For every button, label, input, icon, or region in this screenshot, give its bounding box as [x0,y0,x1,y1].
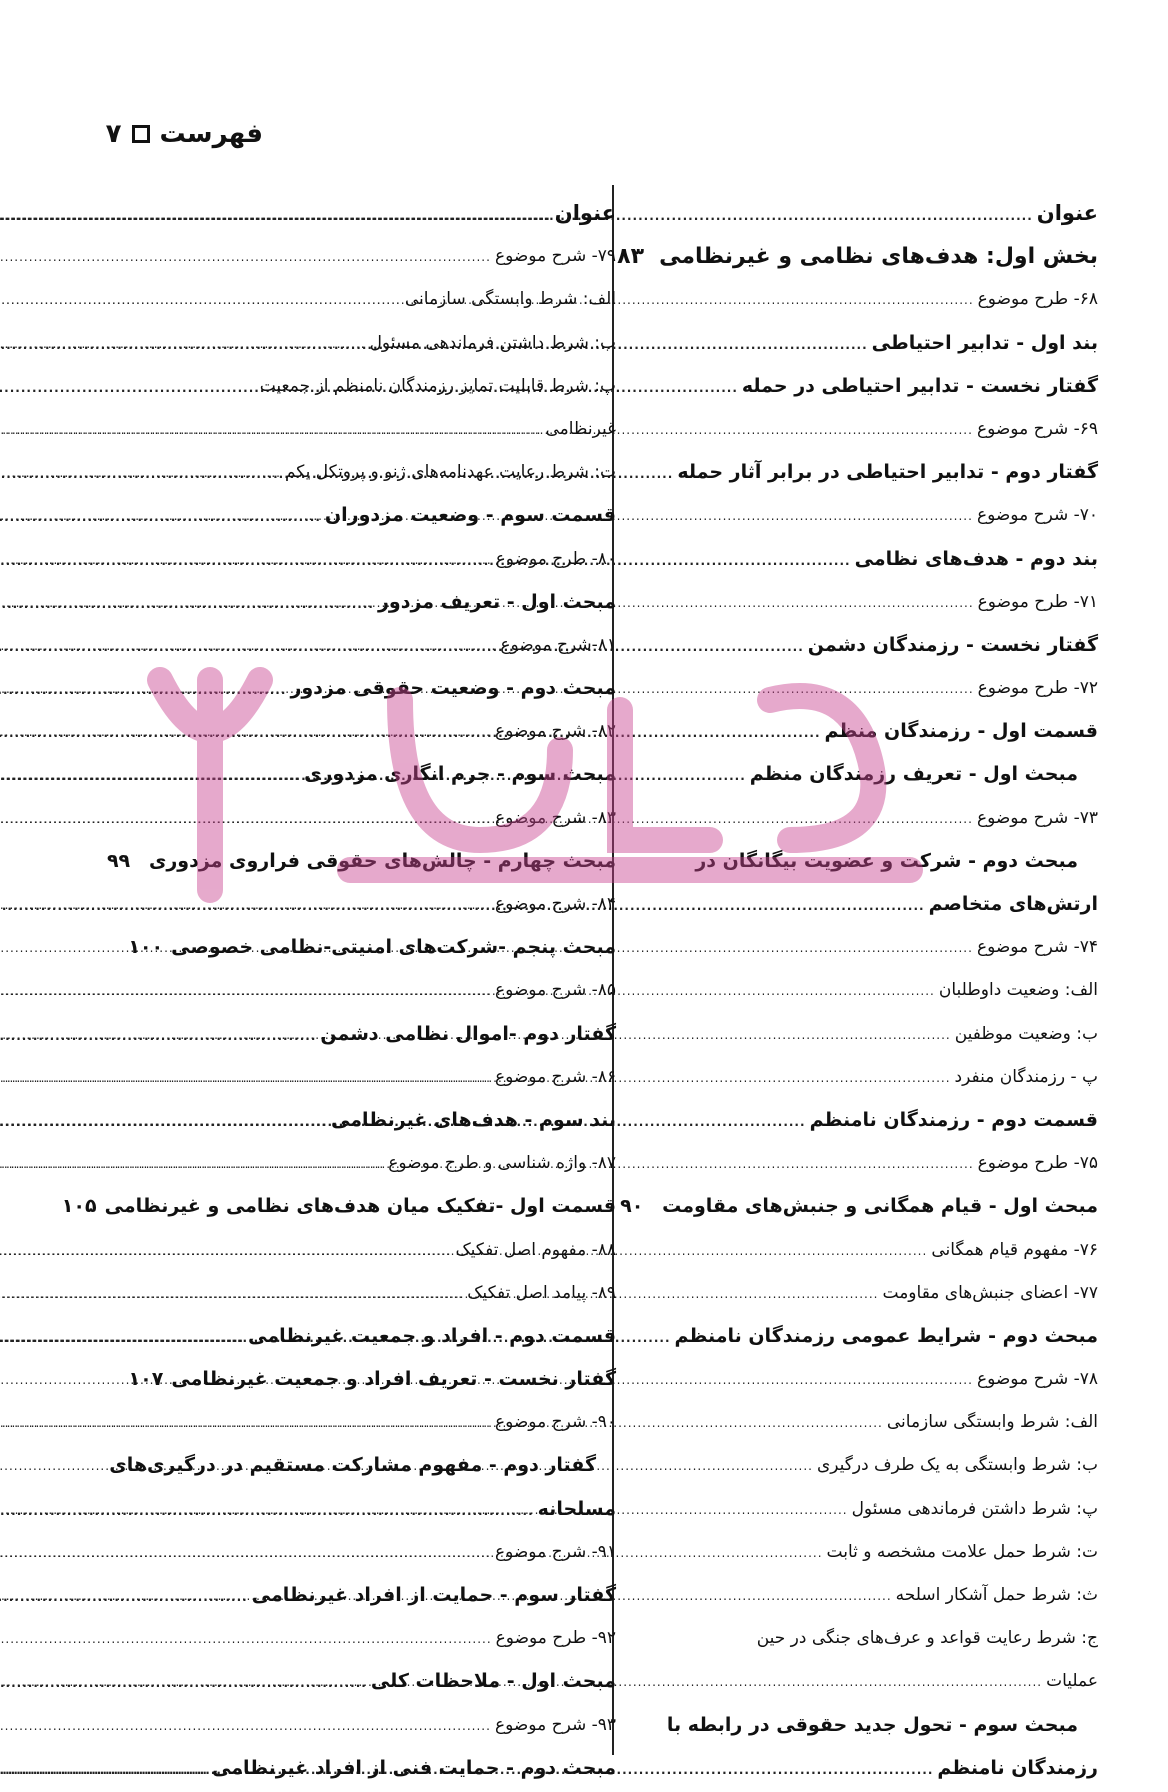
dot-leader [0,1532,491,1575]
toc-entry [628,667,1098,710]
toc-entry [628,1617,1098,1660]
toc-entry-label: مسلحانه [537,1497,616,1520]
toc-entry-label: ب: شرط داشتن فرماندهی مسئول [369,332,616,353]
dot-leader [0,1618,492,1661]
toc-entry-label: مبحث اول - ملاحظات کلی [370,1670,616,1693]
toc-entry-label: ۸۱-شرح موضوع [500,634,616,655]
dot-leader [0,279,401,322]
toc-entry-label: رزمندگان نامنظم [937,1756,1098,1779]
toc-entry [146,753,616,796]
toc-entry [628,1229,1098,1272]
toc-entry-label: ب: وضعیت موظفین [954,1023,1098,1044]
dot-leader [0,1143,384,1186]
dot-leader [0,452,281,495]
toc-entry [628,969,1098,1012]
toc-entry-label: مبحث دوم - حمایت فنی از افراد غیرنظامی [211,1756,616,1779]
toc-entry-label: ۷۸- شرح موضوع [976,1369,1098,1390]
dot-leader [0,1230,451,1273]
toc-entry [61,1185,616,1228]
toc-entry [146,1401,616,1444]
toc-entry-label: مبحث چهارم - چالش‌های حقوقی فراروی مزدوری [148,849,616,872]
toc-entry-label: ب: شرط وابستگی به یک طرف درگیری [816,1455,1098,1476]
toc-entry [109,1444,616,1487]
toc-page-number: ۱۰۰ [128,936,164,959]
toc-entry-label: عملیات [1046,1671,1098,1692]
toc-entry-label: مبحث سوم - تحول جدید حقوقی در رابطه با [666,1713,1078,1736]
toc-entry-label: ۷۷- اعضای جنبش‌های مقاومت [882,1282,1098,1303]
toc-entry [628,1315,1098,1358]
dot-leader [0,539,492,582]
toc-entry-label: ۷۲- طرح موضوع [977,678,1098,699]
toc-entry [628,797,1098,840]
toc-entry [146,278,616,321]
toc-entry [146,1704,616,1747]
toc-entry-label: ت: شرط حمل علامت مشخصه و ثابت [826,1541,1098,1562]
toc-entry-label: گفتار دوم - مفهوم مشارکت مستقیم در درگیری‌های [109,1454,596,1477]
dot-leader [0,1576,248,1619]
dot-leader [0,970,491,1013]
toc-entry-label: ۸۲- شرح موضوع [494,721,616,742]
toc-entry-label: ۸۸- مفهوم اصل تفکیک [455,1239,616,1260]
toc-entry-label: ۸۳- شرح موضوع [494,807,616,828]
toc-entry [628,1272,1098,1315]
toc-entry [628,322,1098,365]
toc-entry [146,408,616,451]
toc-entry-label: قسمت دوم - افراد و جمعیت غیرنظامی [248,1324,616,1347]
toc-entry-label: مبحث اول - قیام همگانی و جنبش‌های مقاومت [662,1195,1098,1218]
dot-leader [0,583,374,626]
toc-entry [628,365,1098,408]
toc-entry-label: بند دوم - هدف‌های نظامی [854,547,1098,570]
dot-leader [0,323,366,366]
header-title: فهرست [159,119,263,149]
toc-entry-label: مبحث اول - تعریف رزمندگان منظم [749,763,1078,786]
toc-entry [128,1358,616,1401]
toc-entry [628,840,1098,883]
toc-entry [628,710,1098,753]
toc-entry [146,322,616,365]
toc-entry-label: گفتار سوم - حمایت از افراد غیرنظامی [251,1584,616,1606]
dot-leader [0,1057,491,1100]
toc-page-number: ۸۳ [617,244,645,270]
toc-entry [106,840,616,883]
dot-leader [0,1705,491,1748]
toc-entry-label: ث: شرط حمل آشکار اسلحه [895,1585,1098,1605]
toc-entry [146,1488,616,1531]
toc-entry [628,278,1098,321]
toc-entry [628,538,1098,581]
square-icon [132,125,150,143]
toc-page-number: ۱۰۵ [61,1195,97,1218]
dot-leader [0,1749,208,1792]
toc-entry-label: گفتار نخست - تدابیر احتیاطی در حمله [741,374,1098,397]
toc-column-left [61,192,616,1790]
toc-entry-label: قسمت دوم - رزمندگان نامنظم [809,1108,1098,1131]
dot-leader [0,409,541,452]
toc-entry [628,883,1098,926]
toc-entry-label: ۸۵- شرح موضوع [494,980,616,1001]
dot-leader [0,625,496,668]
toc-entry-label: ۷۳- شرح موضوع [976,807,1098,828]
toc-entry [146,1531,616,1574]
toc-entry [628,1704,1098,1747]
toc-entry-label: ۸۶- شرح موضوع [494,1066,616,1087]
toc-entry [146,1099,616,1142]
toc-entry [628,1444,1098,1487]
toc-entry [146,538,616,581]
toc-entry [628,1142,1098,1185]
toc-entry-label: ۶۸- طرح موضوع [977,289,1098,310]
toc-entry [146,494,616,537]
toc-entry-label: ۸۰- طرح موضوع [495,548,616,569]
dot-leader [0,236,491,279]
toc-entry-label: الف: شرط وابستگی سازمانی [886,1412,1098,1433]
toc-entry-label: مبحث سوم - جرم انگاری مزدوری [304,763,616,786]
toc-entry [146,1056,616,1099]
toc-entry-label: الف: وضعیت داوطلبان [938,980,1098,1001]
toc-entry [146,235,616,278]
toc-entry-label: ۹۰- شرح موضوع [494,1412,616,1433]
toc-title-label: عنوان [554,201,616,225]
toc-entry [620,1185,1098,1228]
toc-entry-label: گفتار دوم -اموال نظامی دشمن [320,1022,616,1045]
toc-entry-label: ۹۱- شرح موضوع [494,1541,616,1562]
dot-leader [0,1101,327,1144]
toc-entry-label: ۷۰- شرح موضوع [976,505,1098,526]
toc-entry [146,1013,616,1056]
header-page-number: ۷ [105,119,122,149]
toc-entry-label: گفتار نخست - رزمندگان دشمن [807,633,1098,656]
toc-page-number: ۱۰۷ [128,1368,164,1391]
toc-entry-label: ۷۶- مفهوم قیام همگانی [931,1239,1098,1260]
toc-entry-label: بند اول - تدابیر احتیاطی [871,331,1098,354]
toc-entry-label: ۸۹- پیامد اصل تفکیک [467,1282,616,1303]
toc-entry-label: پ: شرط قابلیت تمایز رزمندگان نامنظم از جمعیت [259,375,616,396]
toc-entry-label: ۶۹- شرح موضوع [976,418,1098,439]
toc-entry-label: پ: شرط داشتن فرماندهی مسئول [851,1498,1098,1519]
toc-entry-label: پ - رزمندگان منفرد [954,1066,1098,1087]
toc-entry-label: بند سوم - هدف‌های غیرنظامی [331,1108,616,1131]
toc-entry-label: مبحث اول - تعریف مزدور [377,590,616,613]
toc-header-row [146,192,616,235]
toc-entry [146,451,616,494]
toc-entry-label: مبحث پنجم -شرکت‌های امنیتی-نظامی خصوصی [171,936,616,959]
dot-leader [0,669,286,712]
toc-entry [628,624,1098,667]
toc-entry [146,667,616,710]
toc-entry-label: مبحث دوم - شرایط عمومی رزمندگان نامنظم [674,1324,1098,1347]
toc-title-label: عنوان [1036,201,1098,225]
toc-entry-label: قسمت اول -تفکیک میان هدف‌های نظامی و غیرنظامی [104,1195,616,1218]
toc-page-number: ۹۹ [106,849,131,872]
toc-entry-label: ۹۳- شرح موضوع [494,1714,616,1735]
toc-entry [628,753,1098,796]
toc-entry [146,1574,616,1617]
toc-entry [146,1272,616,1315]
toc-entry-label: ۸۴- شرح موضوع [494,894,616,914]
toc-entry [628,1099,1098,1142]
toc-entry [628,1358,1098,1401]
dot-leader [0,1662,367,1705]
toc-entry [628,926,1098,969]
toc-entry-label: ۷۴- شرح موضوع [976,937,1098,958]
dot-leader [0,1490,534,1533]
toc-entry-label: گفتار نخست - تعریف افراد و جمعیت غیرنظامی [171,1368,616,1391]
page-header [106,114,263,154]
toc-page-number: ۹۰ [620,1195,644,1218]
toc-entry [628,1013,1098,1056]
toc-entry-label: الف: شرط وابستگی سازمانی [404,289,616,310]
toc-entry-label: قسمت سوم - وضعیت مزدوران [324,504,616,527]
toc-entry [146,1617,616,1660]
toc-entry [628,1531,1098,1574]
dot-leader [0,1273,463,1316]
toc-entry [146,581,616,624]
toc-entry [628,1660,1098,1703]
dot-leader [0,1317,244,1360]
toc-entry [146,1660,616,1703]
toc-entry [628,1747,1098,1790]
toc-column-right [617,192,1098,1790]
toc-entry [146,1315,616,1358]
dot-leader [0,496,321,539]
toc-entry [628,494,1098,537]
toc-entry [628,581,1098,624]
toc-entry [128,926,616,969]
toc-entry [146,1229,616,1272]
toc-entry [146,365,616,408]
toc-entry-label: غیرنظامی [545,418,616,439]
toc-entry-label: ۷۵- طرح موضوع [977,1153,1098,1174]
toc-entry [628,1574,1098,1617]
toc-entry [146,797,616,840]
toc-entry-label: گفتار دوم - تدابیر احتیاطی در برابر آثار حمله [677,461,1098,484]
toc-entry [628,1056,1098,1099]
toc-entry-label: ۸۷- واژه شناسی و طرح موضوع [388,1153,616,1174]
toc-entry [628,451,1098,494]
toc-header-row [628,192,1098,235]
toc-entry [628,408,1098,451]
toc-entry-label: قسمت اول - رزمندگان منظم [824,720,1098,743]
dot-leader [0,1402,491,1445]
toc-entry [617,235,1098,278]
toc-entry [146,1142,616,1185]
toc-entry-label: ارتش‌های متخاصم [928,893,1098,915]
toc-entry [628,1401,1098,1444]
dot-leader [0,1015,316,1058]
toc-entry [146,624,616,667]
toc-entry [146,969,616,1012]
toc-entry-label: ج: شرط رعایت قواعد و عرف‌های جنگی در حین [756,1628,1098,1649]
toc-entry [146,883,616,926]
dot-leader [0,195,551,238]
toc-entry-label: ت: شرط رعایت عهدنامه‌های ژنو و پروتکل یکم [284,462,616,483]
dot-leader [0,884,491,927]
toc-entry-label: مبحث دوم - شرکت و عضویت بیگانگان در [695,849,1078,872]
toc-entry [146,710,616,753]
toc-entry [146,1747,616,1790]
toc-entry-label: ۹۲- طرح موضوع [495,1628,616,1649]
dot-leader [0,755,300,798]
toc-entry [628,1488,1098,1531]
toc-entry-label: بخش اول: هدف‌های نظامی و غیرنظامی [659,244,1098,270]
toc-entry-label: مبحث دوم - وضعیت حقوقی مزدور [290,677,616,700]
toc-entry-label: ۷۹- شرح موضوع [494,246,616,267]
dot-leader [0,711,491,754]
toc-entry-label: ۷۱- طرح موضوع [977,591,1098,612]
dot-leader [0,798,491,841]
